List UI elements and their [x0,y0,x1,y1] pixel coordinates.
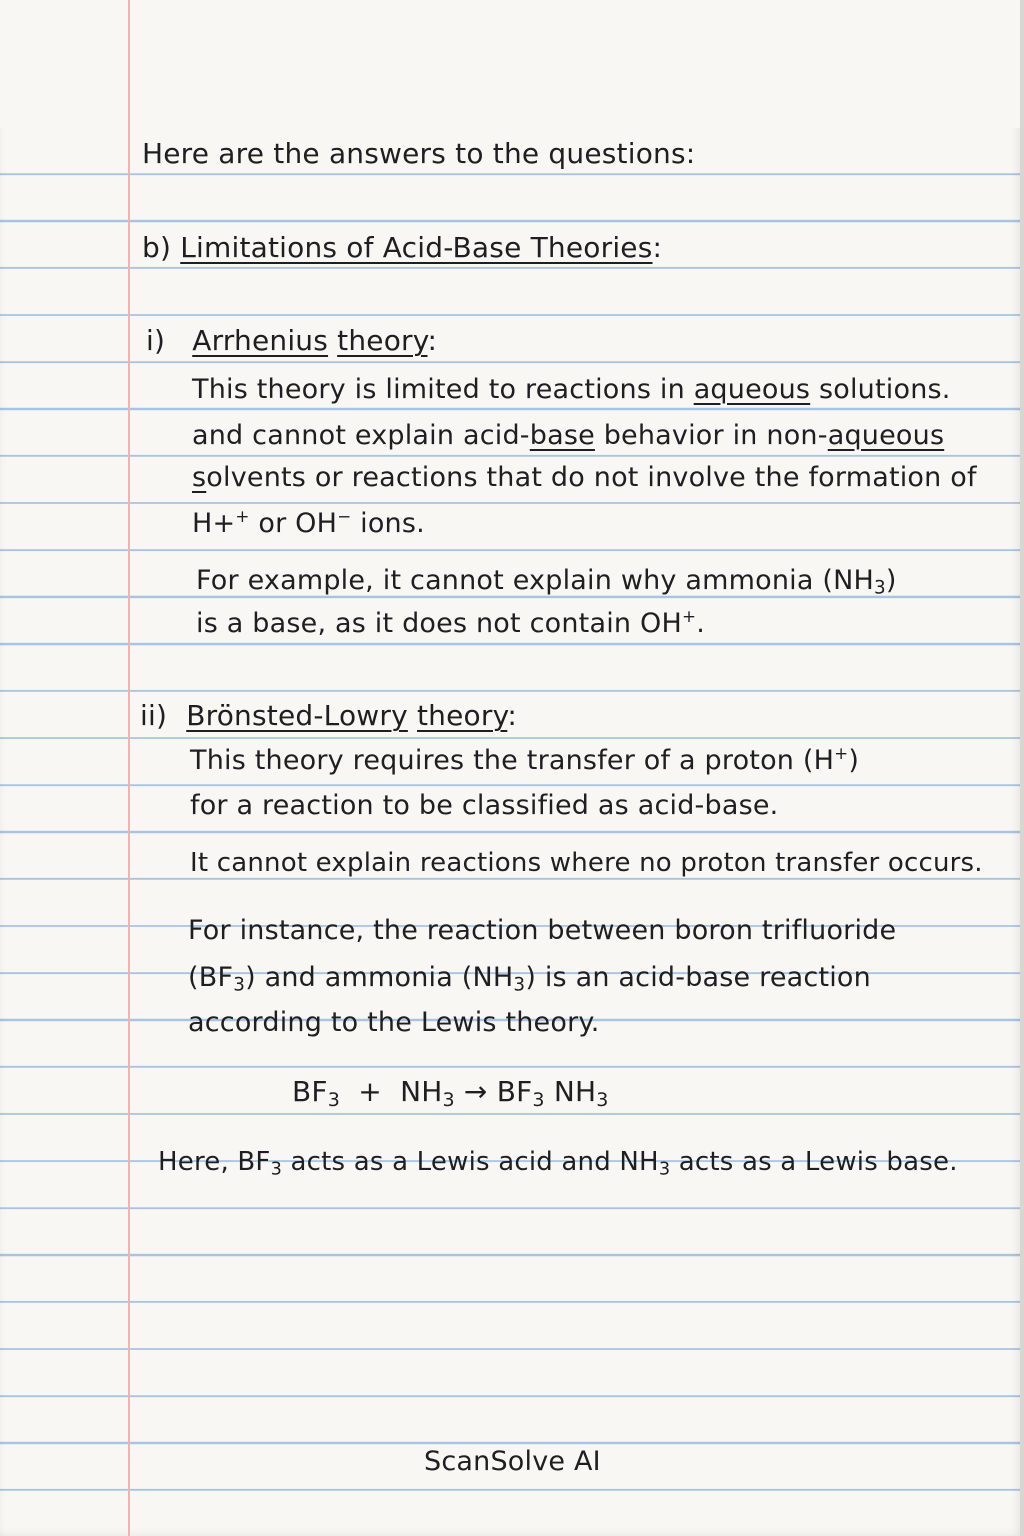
page-header-band [0,0,1024,128]
bronsted-instance-2: $(BF_3)$ and ammonia $(NH_3)$ is an acid-base reaction [188,962,871,996]
bronsted-line-1: This theory requires the transfer of a proton (H+) [190,742,860,776]
bronsted-heading: ii) Brönsted-Lowry theory: [140,699,517,732]
intro-text: Here are the answers to the questions: [142,137,696,170]
conclusion-text: Here, $BF_3$ acts as a Lewis acid and $NH_3$ acts as a Lewis base. [158,1147,958,1180]
section-title: Limitations of Acid-Base Theories [180,231,653,264]
section-marker: b) [142,231,172,264]
margin-line [128,0,130,1536]
arrhenius-example-2: is a base, as it does not contain OH+. [196,605,705,639]
arrhenius-heading: i) Arrhenius theory: [146,324,438,357]
bronsted-line-3: It cannot explain reactions where no proton transfer occurs. [190,848,983,878]
bronsted-instance-1: For instance, the reaction between boron trifluoride [188,915,897,946]
footer-brand: ScanSolve AI [424,1446,601,1477]
page-edge [1020,0,1024,1536]
arrhenius-line-1: This theory is limited to reactions in aqueous solutions. [192,374,951,405]
arrhenius-line-2: and cannot explain acid-base behavior in non-aqueous [192,420,945,451]
section-b-heading: b) Limitations of Acid-Base Theories: [142,231,663,264]
bronsted-line-2: for a reaction to be classified as acid-base. [190,790,779,821]
arrhenius-example-1: For example, it cannot explain why ammonia $(NH_3)$ [196,565,897,599]
arrhenius-line-3: solvents or reactions that do not involve the formation of [192,462,977,493]
bronsted-instance-3: according to the Lewis theory. [188,1007,600,1038]
reaction-equation: $BF_3 + NH_3 \to BF_3$ $NH_3$ [292,1075,609,1111]
arrhenius-line-4: H++ or OH− ions. [192,505,425,539]
